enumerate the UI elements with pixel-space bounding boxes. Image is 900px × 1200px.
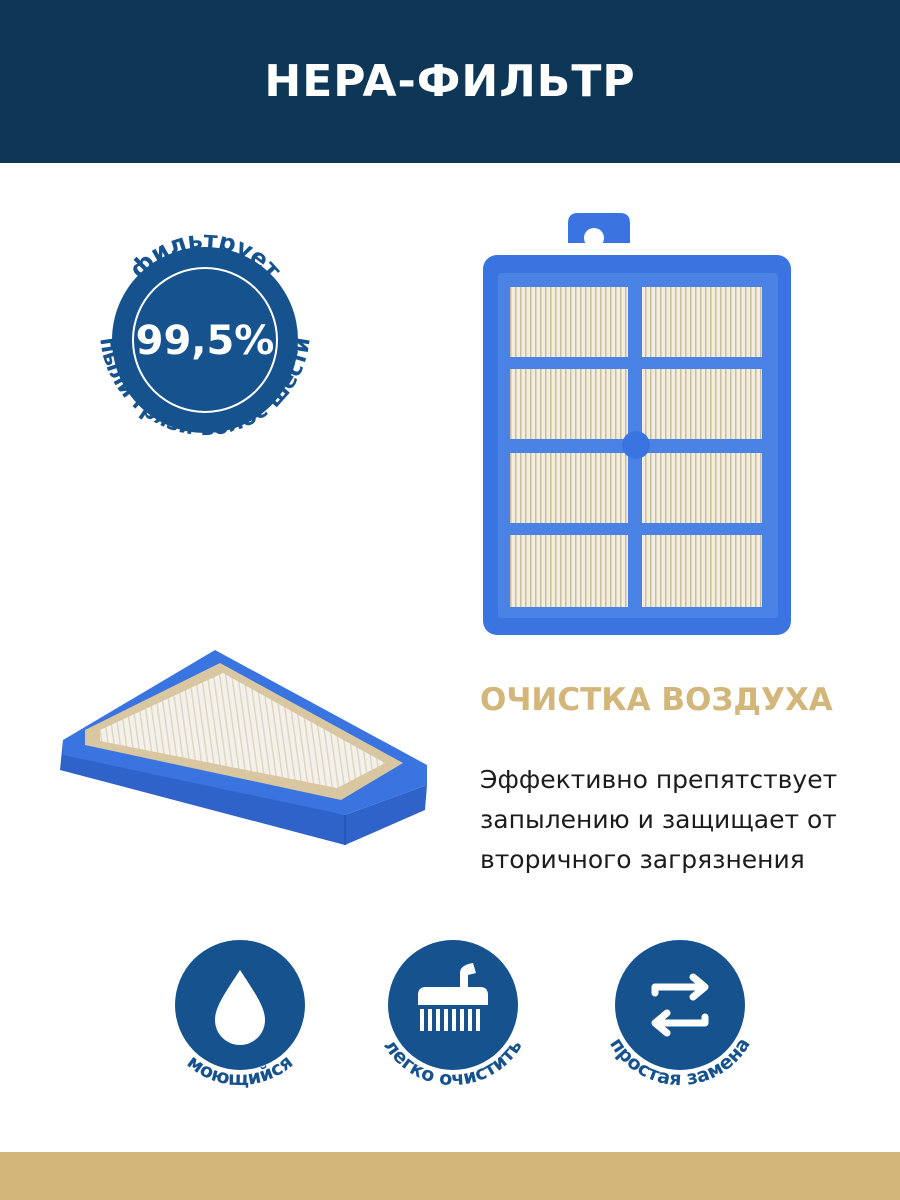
filtration-badge xyxy=(70,190,340,490)
description-line: вторичного загрязнения xyxy=(480,845,805,874)
badge-bottom-text: пыли грязи волос шести xyxy=(94,335,316,442)
filter-angled-image xyxy=(45,645,445,875)
feature-easy-clean xyxy=(368,935,538,1115)
badge-top-text: фильтрует xyxy=(123,225,287,285)
badge-value: 99,5% xyxy=(135,318,275,364)
feature-easy-clean-label: легко очистить xyxy=(379,1035,527,1091)
feature-washable-label: моющийся xyxy=(182,1050,298,1091)
feature-washable xyxy=(155,935,325,1115)
section-title: ОЧИСТКА ВОЗДУХА xyxy=(480,682,833,718)
filter-front-image xyxy=(480,205,800,645)
description-line: запылению и защищает от xyxy=(480,805,837,834)
feature-easy-replace xyxy=(595,935,765,1115)
feature-easy-replace-label: простая замена xyxy=(605,1033,755,1091)
page-title: HEPA-ФИЛЬТР xyxy=(264,56,636,107)
section-description xyxy=(480,760,870,880)
description-line: Эффективно препятствует xyxy=(480,765,838,794)
footer-band xyxy=(0,1152,900,1200)
header-banner xyxy=(0,0,900,163)
